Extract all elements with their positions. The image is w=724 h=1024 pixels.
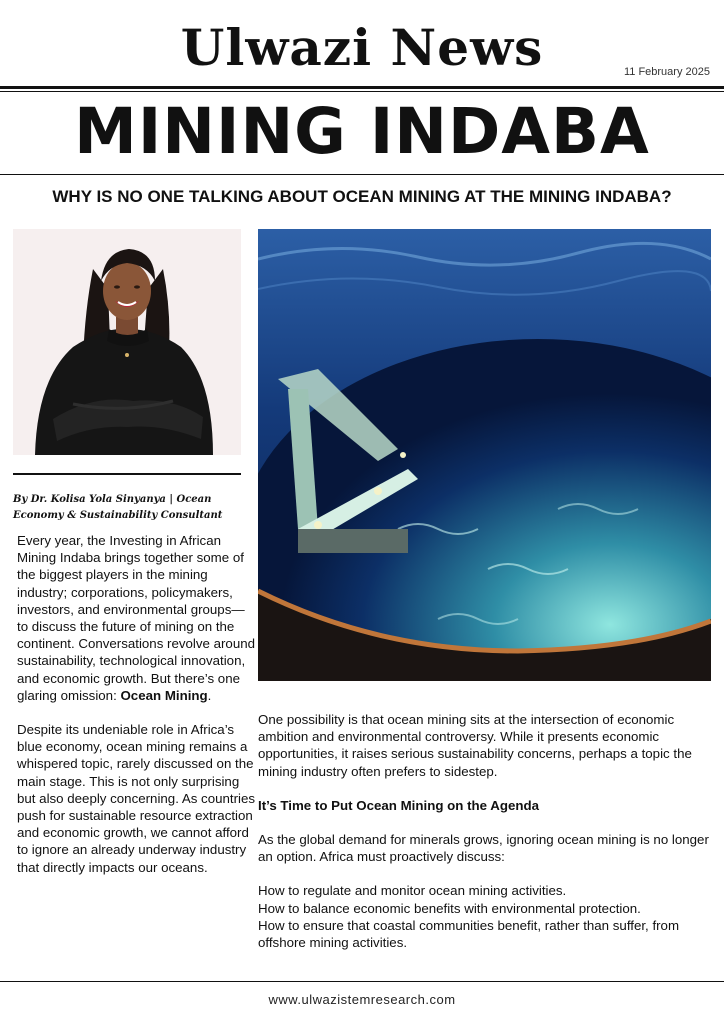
left-column <box>17 532 255 893</box>
right-column <box>258 711 710 951</box>
left-paragraph-1-end: . <box>207 687 212 703</box>
section-heading: It’s Time to Put Ocean Mining on the Agenda <box>258 797 539 813</box>
list-item: How to ensure that coastal communities benefit, rather than suffer, from offshore mining activities. <box>258 917 680 951</box>
right-paragraph-1: One possibility is that ocean mining sits at the intersection of economic ambition and environmental controversy. While it presents economic opportunities, it raises serious sustainability concerns, perhaps a topic the mining industry often prefers to sidestep. <box>258 712 692 779</box>
issue-date: 11 February 2025 <box>623 66 710 78</box>
left-paragraph-1 <box>17 532 255 704</box>
agenda-list <box>258 882 710 951</box>
headline-rule <box>0 174 724 175</box>
left-paragraph-1-text: Every year, the Investing in African Mining Indaba brings together some of the biggest players in the mining industry; corporations, policymakers, investors, and environmental groups—to discuss the future of mining on the continent. Conversations revolve around sustainability, technological innovation, and economic growth. But there’s one glaring omission: <box>17 533 256 703</box>
author-byline: By Dr. Kolisa Yola Sinyanya | Ocean Economy & Sustainability Consultant <box>13 494 223 521</box>
footer-rule <box>0 981 724 982</box>
ocean-mining-illustration <box>258 229 711 681</box>
ocean-mining-photo <box>258 229 711 681</box>
emphasis-ocean-mining: Ocean Mining <box>120 687 208 703</box>
author-portrait <box>13 229 241 455</box>
masthead-rule <box>0 86 724 89</box>
masthead-title: Ulwazi News <box>180 18 544 77</box>
byline-divider <box>13 473 241 475</box>
left-paragraph-2: Despite its undeniable role in Africa’s blue economy, ocean mining remains a whispered topic, rarely discussed on the main stage. This is not only surprising but also deeply concerning. As countries push for sustainable resource extraction and economic growth, we cannot afford to ignore an already underway industry that directly impacts our oceans. <box>17 722 256 875</box>
footer-website: www.ulwazistemresearch.com <box>268 992 456 1007</box>
article-subheadline: WHY IS NO ONE TALKING ABOUT OCEAN MINING AT THE MINING INDABA? <box>52 187 672 206</box>
list-item: How to regulate and monitor ocean mining activities. <box>258 883 567 899</box>
right-paragraph-2: As the global demand for minerals grows, ignoring ocean mining is no longer an option. Africa must proactively discuss: <box>258 832 709 865</box>
list-item: How to balance economic benefits with environmental protection. <box>258 900 641 916</box>
page-headline: MINING INDABA <box>74 95 650 168</box>
author-portrait-illustration <box>13 229 241 455</box>
